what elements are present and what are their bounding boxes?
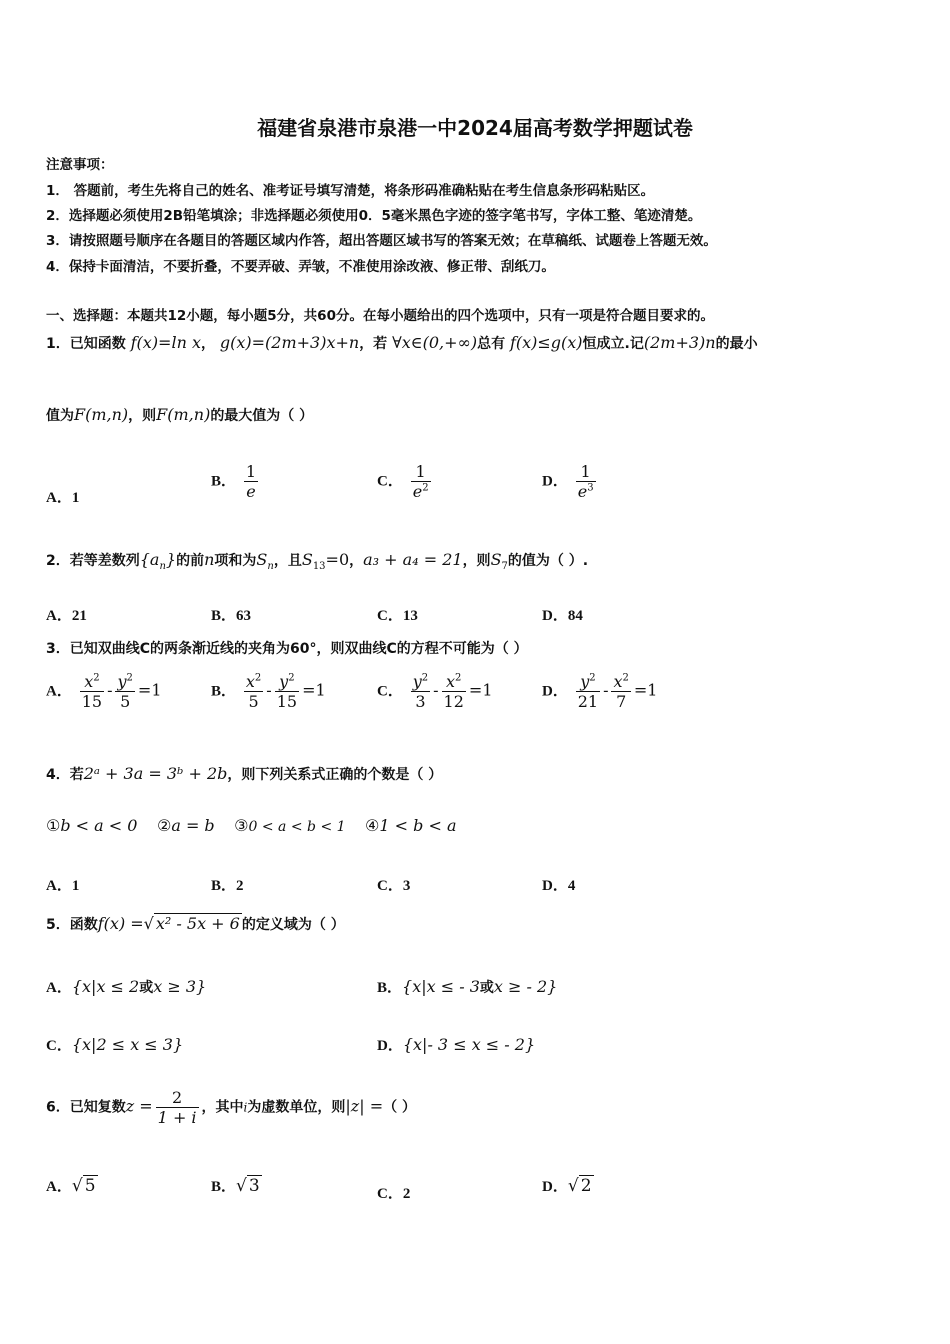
option-label: B． <box>211 683 237 700</box>
q1-line2b: ，则 <box>128 408 157 424</box>
q1-line2a: 值为 <box>46 408 74 424</box>
frac-var: x <box>446 672 456 691</box>
option-value: 1 <box>71 490 80 506</box>
eq-one: =1 <box>302 680 326 700</box>
option-label: C． <box>377 473 403 490</box>
question-5: 5．函数f(x) =√ x² - 5x + 6 的定义域为（ ） <box>46 914 345 933</box>
notice-item-3: 3．请按照题号顺序在各题目的答题区域内作答，超出答题区域书写的答案无效；在草稿纸、试题卷上答题无效。 <box>46 233 717 249</box>
q6-option-a[interactable]: A．√ 5 <box>46 1176 96 1196</box>
q1-option-c[interactable] <box>377 462 434 501</box>
q1-ineq: f(x)≤g(x) <box>509 333 583 352</box>
q5-option-a[interactable] <box>46 976 206 997</box>
relation-text: 0 < a < b < 1 <box>248 819 346 835</box>
q2-t4: ， <box>349 553 364 569</box>
frac-exp: 3 <box>587 482 594 494</box>
q2-seq-end: } <box>165 550 177 569</box>
q2-t6: 的值为（ ）. <box>507 553 589 569</box>
notice-heading: 注意事项： <box>46 157 114 173</box>
option-label: C． <box>377 608 403 624</box>
q1-line2c: 的最大值为（ ） <box>210 408 314 424</box>
q6-option-d[interactable]: D．√ 2 <box>542 1176 592 1196</box>
option-label: B． <box>377 980 403 996</box>
q2-t1: 的前 <box>176 553 205 569</box>
q5-option-b[interactable] <box>377 976 557 997</box>
set-part: x ≥ 3} <box>153 977 207 996</box>
q2-S-sub: n <box>267 560 274 572</box>
q5-f: f(x) = <box>97 914 144 933</box>
frac-den: 15 <box>276 692 298 711</box>
q1-g: g(x)=(2m+3)x+n <box>219 333 360 352</box>
option-value: 4 <box>567 878 576 894</box>
page-title: 福建省泉港市泉港一中2024届高考数学押题试卷 <box>257 116 693 140</box>
option-label: A． <box>46 878 72 894</box>
q6-i: i <box>243 1100 248 1115</box>
option-label: A． <box>46 1179 72 1195</box>
set-part: {x|x ≤ 2 <box>71 977 140 996</box>
q6-z: z = <box>125 1096 153 1116</box>
option-label: D． <box>542 473 568 490</box>
q2-cond1-val: =0 <box>325 550 350 569</box>
q1-option-d[interactable] <box>542 462 599 501</box>
option-label: C． <box>377 683 403 700</box>
q2-prefix: 2．若等差数列 <box>46 553 140 569</box>
relation-text: a = b <box>171 816 215 835</box>
q1-f: f(x)=ln x <box>130 333 201 352</box>
question-6 <box>46 1088 416 1127</box>
eq-one: =1 <box>468 680 493 700</box>
option-label: C． <box>377 878 403 894</box>
q4-expr: 2ᵃ + 3a = 3ᵇ + 2b <box>83 764 228 783</box>
q3-option-d[interactable]: D． $\frac{y^2}{21}$ - $\frac{x^2}{7}$ =1 <box>542 672 658 711</box>
relation-text: 1 < b < a <box>379 816 457 835</box>
q2-n: n <box>204 550 215 569</box>
option-value: 84 <box>567 608 583 624</box>
option-label: A． <box>46 683 72 700</box>
q4-prefix: 4．若 <box>46 767 84 783</box>
q4-option-c[interactable] <box>377 874 410 895</box>
q2-cond2: a₃ + a₄ = 21 <box>363 550 463 569</box>
question-2 <box>46 550 588 572</box>
frac-var: y <box>580 672 590 691</box>
frac-den: e <box>577 482 588 501</box>
frac-var: y <box>279 672 289 691</box>
question-1-line-2 <box>46 405 313 425</box>
option-value: 2 <box>236 878 244 894</box>
q5-option-c[interactable] <box>46 1034 183 1055</box>
relation-mark: ① <box>46 816 61 835</box>
q4-option-d[interactable] <box>542 874 575 895</box>
option-label: A． <box>46 980 72 996</box>
q1-text3: 恒成立.记 <box>582 336 644 352</box>
frac-den: 7 <box>611 691 630 711</box>
q1-option-a[interactable] <box>46 486 79 507</box>
q1-F2: F(m,n) <box>156 405 211 424</box>
q2-cond1: S <box>301 550 313 569</box>
option-label: C． <box>377 1186 403 1202</box>
option-label: B． <box>211 878 237 894</box>
frac-exp: 2 <box>422 482 429 494</box>
option-label: B． <box>211 1179 237 1195</box>
frac-den: e <box>244 481 258 501</box>
option-label: D． <box>377 1038 403 1054</box>
sqrt-value: 2 <box>580 1176 592 1196</box>
section-heading: 一、选择题：本题共12小题，每小题5分，共60分。在每小题给出的四个选项中，只有一项是符合题目要求的。 <box>46 308 714 324</box>
eq-one: =1 <box>137 680 162 700</box>
frac-var: y <box>412 672 422 691</box>
relation-mark: ② <box>156 816 172 835</box>
q2-t2: 项和为 <box>214 553 257 569</box>
sqrt-value: 5 <box>84 1176 96 1196</box>
q2-cond1-sub: 13 <box>312 560 326 572</box>
option-value: 63 <box>236 608 252 624</box>
question-1-line-1 <box>46 333 758 353</box>
set-part: {x|x ≤ - 3 <box>402 977 480 996</box>
q6-abs: |z| = <box>345 1096 384 1116</box>
option-label: D． <box>542 878 568 894</box>
frac-num: 1 <box>580 462 591 481</box>
q6-option-b[interactable]: B．√ 3 <box>211 1176 260 1196</box>
frac-num: 1 <box>245 462 257 481</box>
frac-var: x <box>84 672 94 691</box>
frac-den: 1 + i <box>157 1108 197 1127</box>
frac-num: 2 <box>172 1088 183 1107</box>
q1-option-b[interactable] <box>211 462 261 501</box>
q5-option-d[interactable] <box>377 1034 535 1055</box>
or-word: 或 <box>479 980 494 996</box>
option-value: 3 <box>402 878 411 894</box>
frac-var: x <box>613 672 623 691</box>
q1-text2: 总有 <box>477 336 506 352</box>
q3-option-c[interactable]: C． $\frac{y^2}{3}$ - $\frac{x^2}{12}$ =1 <box>377 672 493 711</box>
frac-den: 5 <box>115 691 134 711</box>
set-part: {x|- 3 ≤ x ≤ - 2} <box>402 1035 536 1054</box>
notice-item-4: 4．保持卡面清洁，不要折叠，不要弄破、弄皱，不准使用涂改液、修正带、刮纸刀。 <box>46 259 555 275</box>
q1-sep1: ， <box>201 336 215 352</box>
option-value: 21 <box>71 608 87 624</box>
option-value: 1 <box>71 878 80 894</box>
q6-t2: 为虚数单位，则 <box>247 1099 346 1116</box>
q2-S7-sub: 7 <box>501 560 508 572</box>
q5-prefix: 5．函数 <box>46 917 98 933</box>
q3-option-a[interactable]: A． $\frac{x^2}{15}$ - $\frac{y^2}{5}$ =1 <box>46 672 162 711</box>
q2-seq: {a <box>139 550 160 569</box>
q2-option-b[interactable] <box>211 604 251 625</box>
option-value: 2 <box>402 1186 411 1202</box>
q1-sep2: ，若 <box>359 336 388 352</box>
option-label: D． <box>542 1179 568 1195</box>
q2-option-a[interactable] <box>46 604 87 625</box>
set-part: {x|2 ≤ x ≤ 3} <box>71 1035 184 1054</box>
option-label: C． <box>46 1038 72 1054</box>
q2-t3: ，且 <box>273 553 302 569</box>
q6-prefix: 6．已知复数 <box>46 1099 126 1116</box>
q5-radicand: x² - 5x + 6 <box>155 914 240 933</box>
relation-mark: ③ <box>234 816 249 835</box>
q1-cond: ∀x∈(0,+∞) <box>392 333 478 352</box>
q4-relations <box>46 816 457 835</box>
option-label: B． <box>211 608 237 624</box>
q2-option-d[interactable] <box>542 604 583 625</box>
option-label: A． <box>46 490 72 506</box>
q6-t3: （ ） <box>383 1099 416 1116</box>
relation-text: b < a < 0 <box>60 816 138 835</box>
set-part: x ≥ - 2} <box>493 977 558 996</box>
q1-expr: (2m+3)n <box>643 333 716 352</box>
question-3: 3．已知双曲线C的两条渐近线的夹角为60°，则双曲线C的方程不可能为（ ） <box>46 641 528 657</box>
q2-seq-sub: n <box>159 560 166 572</box>
q5-suffix: 的定义域为（ ） <box>241 917 345 933</box>
q4-option-a[interactable] <box>46 874 79 895</box>
q4-suffix: ，则下列关系式正确的个数是（ ） <box>227 767 443 783</box>
frac-den: 3 <box>411 691 430 711</box>
q6-t1: ，其中 <box>201 1099 244 1116</box>
frac-var: y <box>117 672 127 691</box>
frac-num: 1 <box>415 462 426 481</box>
frac-den: 15 <box>81 692 103 711</box>
option-label: D． <box>542 683 568 700</box>
q1-text4: 的最小 <box>715 336 758 352</box>
notice-item-2: 2．选择题必须使用2B铅笔填涂；非选择题必须使用0．5毫米黑色字迹的签字笔书写，字体工整、笔迹清楚。 <box>46 208 702 224</box>
option-label: D． <box>542 608 568 624</box>
q1-F1: F(m,n) <box>74 405 129 424</box>
notice-item-1: 1． 答题前，考生先将自己的姓名、准考证号填写清楚，将条形码准确粘贴在考生信息条形码粘贴区。 <box>46 183 655 199</box>
eq-one: =1 <box>633 680 658 700</box>
q2-S: S <box>256 550 268 569</box>
q3-option-b[interactable]: B． $\frac{x^2}{5}$ - $\frac{y^2}{15}$ =1 <box>211 672 326 711</box>
relation-mark: ④ <box>365 816 380 835</box>
frac-den: 12 <box>443 692 464 711</box>
option-value: 13 <box>402 608 418 624</box>
frac-den: 5 <box>244 691 263 711</box>
option-label: B． <box>211 473 237 490</box>
option-label: A． <box>46 608 72 624</box>
q4-option-b[interactable] <box>211 874 244 895</box>
q2-S7: S <box>490 550 502 569</box>
frac-var: x <box>245 672 255 691</box>
frac-den: 21 <box>577 692 599 711</box>
q6-option-c[interactable] <box>377 1182 410 1203</box>
frac-den: e <box>412 482 423 501</box>
q1-prefix: 1．已知函数 <box>46 336 126 352</box>
or-word: 或 <box>139 980 154 996</box>
q2-t5: ，则 <box>462 553 491 569</box>
sqrt-value: 3 <box>248 1176 260 1196</box>
q2-option-c[interactable] <box>377 604 418 625</box>
question-4 <box>46 764 442 784</box>
